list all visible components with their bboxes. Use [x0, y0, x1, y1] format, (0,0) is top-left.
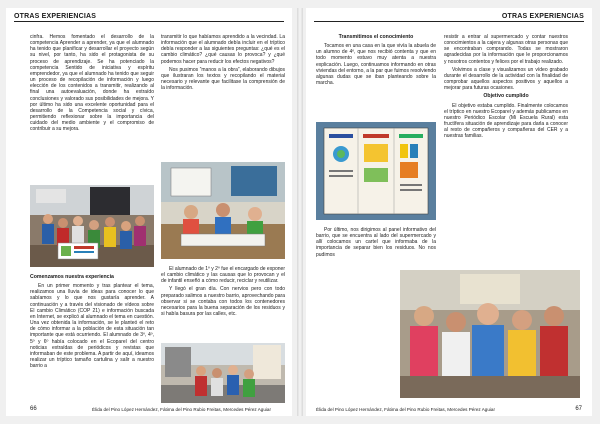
left-page-number: 66 [30, 406, 37, 412]
left-col1-bottom [30, 274, 154, 371]
photo-triptych-poster [316, 122, 436, 220]
section-heading-objetivo: Objetivo cumplido [483, 93, 529, 100]
photo-children-street [161, 343, 285, 403]
right-page [306, 8, 592, 416]
right-page-number: 67 [575, 406, 582, 412]
left-col2-top-text: transmitir lo que habíamos aprendido a la vecindad. La información que el alumnado debía incluir en el tríptico debía responder a las siguientes preguntas: ¿qué es el cambio climático? ¿qué causas lo provoca? y ¿qué podemos hacer para reducir los efectos negativos? [161, 34, 285, 65]
photo-classroom-preparation [161, 162, 285, 259]
left-page [6, 8, 292, 416]
left-col1-top-text: cinfra. Hemos fomentado el desarrollo de la competencia Aprender a aprender, ya que el alumnado ha tenido que planificar y desarrollar el proyecto según su nivel, por tanto, ha sido el protagonista de su proceso de aprendizaje. Se ha potenciado la competencia Sentido de iniciativa y espíritu emprendedor, ya que el alumnado ha tenido que seguir un proceso de recopilación de información y luego elección de los contenidos a transmitir, realizando al final una autoevaluación, donde ha extraído conclusiones y valorado sus posibilidades de mejora. Y por último ha sido una excelente oportunidad para el desarrollo de la Competencia social y cívica, permitiendo reflexionar sobre la importancia del cuidado del medio ambiente y el compromiso de contribuir a su mejora. [30, 34, 154, 133]
left-col2-bottom-p2: Y llegó el gran día. Con nervios pero con todo preparado salimos a nuestro barrio, aprovechando para observar si se contaba con todos los contenedores necesarios para la buena separación de los residuos y si había basura por las calles, etc. [161, 286, 285, 318]
left-col2-top [161, 34, 285, 93]
right-col1-bottom [316, 227, 436, 260]
photo-children-group [400, 270, 580, 398]
book-spine [297, 8, 303, 416]
right-page-footer: Élida del Pino López Hernández, Fátima del Pino Rubio Freitas, Mercedes Pérez Aguiar [316, 407, 495, 412]
right-col1-top-text: Tocamos en una casa en la que vivía la abuela de un alumno de 4º, que nos recibió contenta y que en todo momento estuvo muy atenta a nuestra explicación. Luego, continuamos informando en otras viviendas del entorno, a la par que fuimos resolviendo algunas dudas que se iban planteando sobre la marcha. [316, 43, 436, 87]
left-page-header: OTRAS EXPERIENCIAS [14, 13, 284, 22]
right-page-header: OTRAS EXPERIENCIAS [314, 13, 584, 22]
section-heading-transmitimos: Transmitimos el conocimiento [338, 34, 414, 40]
right-col2-top-p1: resistir a entrar al supermercado y contar nuestros conocimientos a la cajera y algunas otras personas que se encontraban comprando. Todas se mostraron agradecidas por la información que le proporcionamos y nosotros contentos y felices por el trabajo realizado. [444, 34, 568, 65]
right-col1-bottom-text: Por último, nos dirigimos al panel informativo del barrio, que se encuentra al lado del supermercado y allí colocamos un cartel que informaba de la importancia de separar bien los residuos. No nos pudimos [316, 227, 436, 258]
right-col2-bottom-text: El objetivo estaba cumplido. Finalmente colocamos el tríptico en nuestro Ecoparel y además publicamos en nuestro Periódico Escolar (Mi Escuela Rural) esta fructífera situación de aprendizaje para darla a conocer al resto de compañeros y compañeras del CER y a nuestras familias. [444, 102, 568, 140]
right-col2-top [444, 34, 568, 142]
left-page-footer: Élida del Pino López Hernández, Fátima del Pino Rubio Freitas, Mercedes Pérez Aguiar [92, 407, 271, 412]
left-col2-mid-text: Nos pusimos “manos a la obra”, elaborando dibujos que ilustraran los textos y recopilando el material necesario y relevante que facilitase la comprensión de la información. [161, 66, 285, 92]
left-col2-bottom-p1: El alumnado de 1º y 2º fue el encargado de exponer el cambio climático y las causas que lo provocan y el de infantil enseñó a cómo reducir, reciclar y reutilizar. [161, 266, 285, 285]
left-col2-bottom [161, 266, 285, 319]
section-heading-comenzamos: Comenzamos nuestra experiencia [30, 274, 114, 280]
photo-children-school-entrance [30, 185, 154, 267]
left-col1-bottom-text: En un primer momento y tras plantear el tema, realizamos una lluvia de ideas para conocer lo que sabíamos y lo que nos gustaría aprender. A continuación y a través del visionado de vídeos sobre El cambio Climático (COP 21) e información buscada en Internet, se explicó al alumnado el tema en cuestión. Una vez obtenida la información, se le planteó el reto de cómo informar a la población de esta situación tan importante que está ocurriendo. El alumnado de 3º, 4º, 5º y 6º había colocado en el Ecoparel del centro noticias extraídas de periódicos y revistas que informaban de este problema. A partir de aquí, ideamos realizar un tríptico tamaño cartulina y salir a nuestro barrio a [30, 283, 154, 370]
left-col1-top [30, 34, 154, 135]
right-col2-top-p2: Volvimos a clase y visualizamos un vídeo grabado durante el desarrollo de la actividad con la finalidad de comprobar aquellos aspectos positivos y aquellos a mejorar para futuras ocasiones. [444, 66, 568, 92]
right-col1-top [316, 34, 436, 88]
